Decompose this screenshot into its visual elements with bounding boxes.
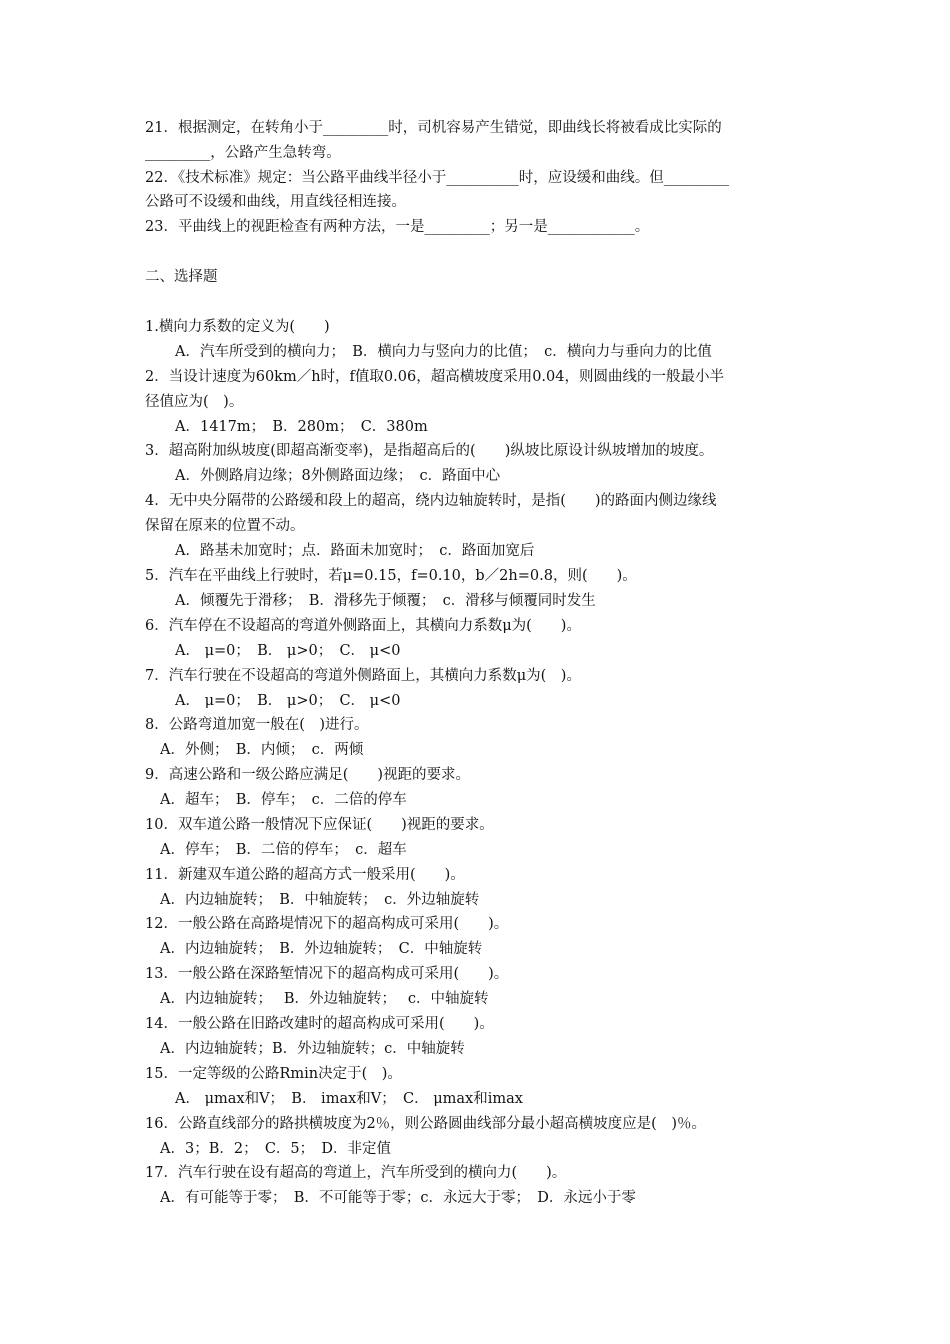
- question-9: 9．高速公路和一级公路应满足( )视距的要求。: [145, 767, 471, 783]
- question-1: 1.横向力系数的定义为( ): [145, 319, 330, 335]
- question-10-options: A．停车； B．二倍的停车； c．超车: [160, 842, 407, 858]
- question-8: 8．公路弯道加宽一般在( )进行。: [145, 717, 369, 733]
- question-4-line-2: 保留在原来的位置不动。: [145, 518, 305, 534]
- question-13-options: A．内边轴旋转； B．外边轴旋转； c．中轴旋转: [160, 991, 489, 1007]
- question-1-options: A．汽车所受到的横向力； B．横向力与竖向力的比值； c．横向力与垂向力的比值: [175, 344, 712, 360]
- question-14-options: A．内边轴旋转；B．外边轴旋转；c．中轴旋转: [160, 1041, 465, 1057]
- question-8-options: A．外侧； B．内倾； c．两倾: [160, 742, 364, 758]
- question-2-options: A．1417m； B．280m； C．380m: [175, 419, 428, 435]
- question-13: 13．一般公路在深路堑情况下的超高构成可采用( )。: [145, 966, 509, 982]
- question-4-line-1: 4．无中央分隔带的公路缓和段上的超高，绕内边轴旋转时，是指( )的路面内侧边缘线: [145, 493, 717, 509]
- question-16-options: A．3；B．2； C．5； D．非定值: [160, 1141, 392, 1157]
- question-9-options: A．超车； B．停车； c．二倍的停车: [160, 792, 407, 808]
- question-5-options: A．倾覆先于滑移； B．滑移先于倾覆； c．滑移与倾覆同时发生: [175, 593, 596, 609]
- question-12: 12．一般公路在高路堤情况下的超高构成可采用( )。: [145, 916, 509, 932]
- question-2-line-1: 2．当设计速度为60km／h时，f值取0.06，超高横坡度采用0.04，则圆曲线的一般最小半: [145, 369, 724, 385]
- question-4-options: A．路基未加宽时；点．路面未加宽时； c．路面加宽后: [175, 543, 535, 559]
- question-5: 5．汽车在平曲线上行驶时，若μ=0.15，f=0.10，b／2h=0.8，则( )。: [145, 568, 637, 584]
- q21-line-1: 21．根据测定，在转角小于_________时，司机容易产生错觉，即曲线长将被看成比实际的: [145, 120, 722, 136]
- question-12-options: A．内边轴旋转； B．外边轴旋转； C．中轴旋转: [160, 941, 483, 957]
- question-10: 10．双车道公路一般情况下应保证( )视距的要求。: [145, 817, 494, 833]
- q23-line: 23．平曲线上的视距检查有两种方法，一是_________；另一是____________。: [145, 219, 650, 235]
- question-3-options: A．外侧路肩边缘；8外侧路面边缘； c．路面中心: [175, 468, 501, 484]
- question-17: 17．汽车行驶在设有超高的弯道上，汽车所受到的横向力( )。: [145, 1165, 567, 1181]
- question-14: 14．一般公路在旧路改建时的超高构成可采用( )。: [145, 1016, 494, 1032]
- question-11: 11．新建双车道公路的超高方式一般采用( )。: [145, 867, 465, 883]
- q22-line-1: 22．《技术标准》规定：当公路平曲线半径小于__________时，应设缓和曲线。但_________: [145, 170, 729, 186]
- question-7: 7．汽车行驶在不设超高的弯道外侧路面上，其横向力系数μ为( )。: [145, 668, 581, 684]
- question-6: 6．汽车停在不设超高的弯道外侧路面上，其横向力系数μ为( )。: [145, 618, 581, 634]
- question-3: 3．超高附加纵坡度(即超高渐变率)，是指超高后的( )纵坡比原设计纵坡增加的坡度。: [145, 443, 714, 459]
- question-7-options: A． μ=0； B． μ>0； C． μ<0: [175, 693, 401, 709]
- question-15-options: A． μmax和V； B． imax和V； C． μmax和imax: [175, 1091, 523, 1107]
- question-15: 15．一定等级的公路Rmin决定于( )。: [145, 1066, 402, 1082]
- section-title: 二、选择题: [145, 269, 218, 285]
- question-16: 16．公路直线部分的路拱横坡度为2％，则公路圆曲线部分最小超高横坡度应是( )％。: [145, 1116, 706, 1132]
- question-11-options: A．内边轴旋转； B．中轴旋转； c．外边轴旋转: [160, 892, 480, 908]
- question-6-options: A． μ=0； B． μ>0； C． μ<0: [175, 643, 401, 659]
- question-17-options: A．有可能等于零； B．不可能等于零；c．永远大于零； D．永远小于零: [160, 1190, 636, 1206]
- q21-line-2: _________，公路产生急转弯。: [145, 145, 341, 161]
- question-2-line-2: 径值应为( )。: [145, 394, 244, 410]
- q22-line-2: 公路可不设缓和曲线，用直线径相连接。: [145, 194, 406, 210]
